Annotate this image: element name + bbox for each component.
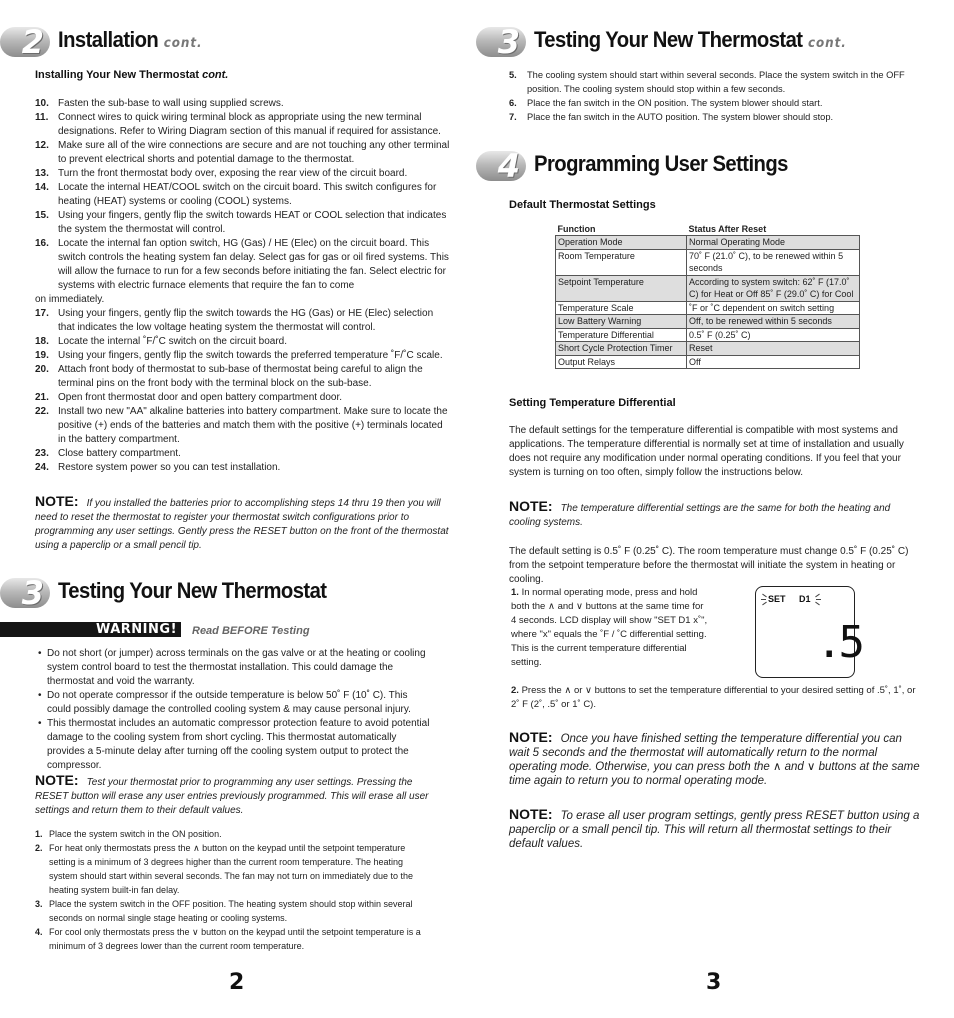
step-text: Restore system power so you can test installation. [58,462,281,473]
list-item [35,897,430,925]
step-text: Locate the internal HEAT/COOL switch on the circuit board. This switch configures for heating (HEAT) systems or cooling (COOL) systems. [58,182,437,207]
list-item [35,139,450,167]
section-number-badge: 3 [476,27,526,57]
list-item [509,68,934,96]
erase-note: NOTE: To erase all user program settings, gently press RESET button using a paperclip or a small pencil tip. This will return all thermostat settings to their default values. [509,806,920,850]
default-setting-paragraph: The default setting is 0.5˚ F (0.25˚ C). The room temperature must change 0.5˚ F (0.25˚ C) from the setpoint temperature before the thermostat will initiate the system in heating or cooling. [509,546,909,585]
step-text: Place the system switch in the OFF position. The heating system should stop within several seconds on normal single stage heating or cooling systems. [49,899,413,923]
step-text: Place the fan switch in the ON position. The system blower should start. [527,98,823,108]
list-item [35,405,450,447]
table-row [556,342,860,356]
section-number-badge: 4 [476,151,526,181]
step-number: 7. [509,112,517,122]
testing-heading [0,578,420,618]
table-cell: Low Battery Warning [556,315,687,329]
table-cell: Normal Operating Mode [687,236,860,250]
lcd-d1-label: D1 [799,594,811,604]
section-title: Testing Your New Thermostat cont. [534,27,847,52]
differential-note: NOTE: The temperature differential settings are the same for both the heating and cooling systems. [509,498,891,528]
section-title: Installation cont. [58,27,203,52]
step-text: Connect wires to quick wiring terminal block as appropriate using the new terminal designations. Refer to Wiring Diagram section of this manual if required for assistance. [58,112,441,137]
list-item [509,110,934,124]
table-cell: Short Cycle Protection Timer [556,342,687,356]
list-item [35,335,450,349]
step-text: Place the fan switch in the AUTO position. The system blower should stop. [527,112,834,122]
list-item [35,293,450,307]
step-number: 12. [35,140,49,151]
table-cell: Room Temperature [556,249,687,275]
table-cell: Temperature Scale [556,301,687,315]
table-cell: According to system switch: 62˚ F (17.0˚ C) for Heat or Off 85˚ F (29.0˚ C) for Cool [687,275,860,301]
list-item [509,96,934,110]
step-number: 11. [35,112,49,123]
differential-paragraph: The default settings for the temperature differential is compatible with most systems and applications. The temperature differential is normally set at time of installation and usually does not require any modification under normal operating conditions. If you feel that your system is turning on too often, simply follow the instructions below. [509,425,904,478]
list-item: • Do not operate compressor if the outside temperature is below 50˚ F (10˚ C). This could possibly damage the controlled cooling system & may cause personal injury. [35,689,430,717]
step-number: 6. [509,98,517,108]
step-number: 19. [35,350,49,361]
list-item [35,841,430,897]
list-item [35,827,430,841]
table-cell: Setpoint Temperature [556,275,687,301]
list-item [35,97,450,111]
lcd-value: .5 [816,617,861,668]
section-number-badge: 3 [0,578,50,608]
page-number-left: 2 [229,970,245,995]
table-cell: ˚F or ˚C dependent on switch setting [687,301,860,315]
list-item [35,349,450,363]
testing-cont-heading [476,27,946,67]
list-item [35,111,450,139]
section-number-badge: 2 [0,27,50,57]
table-cell: Off, to be renewed within 5 seconds [687,315,860,329]
test-cont-steps-list [509,68,934,124]
table-row [556,275,860,301]
step-text: Turn the front thermostat body over, exposing the rear view of the circuit board. [58,168,408,179]
differential-subheading: Setting Temperature Differential [509,397,676,409]
section-title: Testing Your New Thermostat [58,578,327,603]
step-text: Open front thermostat door and open battery compartment door. [58,392,343,403]
step-number: 22. [35,406,49,417]
list-item [35,925,430,953]
step-text: The cooling system should start within several seconds. Place the system switch in the OFF position. The cooling system should stop within a few seconds. [527,70,905,94]
section-title: Programming User Settings [534,151,788,176]
step-number: 18. [35,336,49,347]
table-cell: Operation Mode [556,236,687,250]
list-item [35,209,450,237]
list-item [35,307,450,335]
table-cell: Output Relays [556,355,687,369]
test-steps-list [35,827,430,953]
page-number-right: 3 [706,970,722,995]
step-number: 23. [35,448,49,459]
step-text: Install two new "AA" alkaline batteries into battery compartment. Make sure to locate the positive (+) ends of the batteries and match them with the positive (+) terminals located in the battery compartment. [58,406,448,445]
finish-note: NOTE: Once you have finished setting the temperature differential you can wait 5 seconds and the thermostat will automatically return to the normal operating mode. Otherwise, you can press both the ∧ and ∨ buttons at the same time again to return you to normal operating mode. [509,729,920,787]
step-number: 21. [35,392,49,403]
list-item [35,391,450,405]
step-text: For cool only thermostats press the ∨ button on the keypad until the setpoint temperature is a minimum of 3 degrees lower than the current room temperature. [49,927,421,951]
table-cell: Off [687,355,860,369]
step-text: For heat only thermostats press the ∧ button on the keypad until the setpoint temperature setting is a minimum of 3 degrees higher than the current room temperature. The heating system should start within several seconds. The fan may not turn on immediately due to the heating system built-in fan delay. [49,843,414,895]
step-text: Close battery compartment. [58,448,181,459]
installation-heading [0,27,300,67]
step-number: 5. [509,70,517,80]
list-item [35,461,450,475]
blink-icon [758,593,768,605]
table-row [556,315,860,329]
blink-icon [814,593,824,605]
lcd-display [755,586,861,678]
step-number: 10. [35,98,49,109]
table-row [556,328,860,342]
install-note: NOTE: If you installed the batteries prior to accomplishing steps 14 thru 19 then you will need to reset the thermostat to register your thermostat switch configurations prior to programming any user settings. Gently press the RESET button on the front of the thermostat using a paperclip or a small pencil tip. [35,493,449,551]
step-text: on immediately. [35,294,105,305]
table-header-status: Status After Reset [688,224,767,234]
step-number: 4. [35,927,43,937]
list-item: • This thermostat includes an automatic compressor protection feature to avoid potential damage to the cooling system from short cycling. This thermostat automatically provides a 5-minute delay after turning off the cooling system output to protect the compressor. [35,717,430,773]
step-text: Attach front body of thermostat to sub-base of thermostat being careful to align the terminal pins on the front body with the terminal block on the sub-base. [58,364,423,389]
step-text: Using your fingers, gently flip the switch towards HEAT or COOL selection that indicates the system the thermostat will control. [58,210,447,235]
step-number: 24. [35,462,49,473]
list-item [35,167,450,181]
step-text: Place the system switch in the ON position. [49,829,222,839]
list-item [35,447,450,461]
table-cell: Reset [687,342,860,356]
step-number: 15. [35,210,49,221]
step-text: Fasten the sub-base to wall using supplied screws. [58,98,284,109]
table-row [556,249,860,275]
step-text: Using your fingers, gently flip the switch towards the preferred temperature ˚F/˚C scale. [58,350,443,361]
table-row [556,355,860,369]
step-number: 17. [35,308,49,319]
step-text: Locate the internal fan option switch, HG (Gas) / HE (Elec) on the circuit board. This switch controls the heating system fan delay. Select gas for gas or oil fired systems. This will allow the furnace to run for a few seconds before initiating the fan. Select electric for systems with electric furnace elements that require the fan to come [58,238,449,291]
step-number: 14. [35,182,49,193]
table-header-row [556,223,860,236]
step-number: 13. [35,168,49,179]
step-number: 3. [35,899,43,909]
table-row [556,301,860,315]
default-settings-table [555,223,860,369]
defaults-subheading: Default Thermostat Settings [509,199,656,211]
programming-heading [476,151,946,191]
table-cell: 70˚ F (21.0˚ C), to be renewed within 5 seconds [687,249,860,275]
step-2: 2. Press the ∧ or ∨ buttons to set the temperature differential to your desired setting of .5˚, 1˚, or 2˚ F (2˚, .5˚ or 1˚ C). [511,685,916,710]
step-text: Using your fingers, gently flip the switch towards the HG (Gas) or HE (Elec) selection that indicates the low voltage heating system the thermostat will control. [58,308,434,333]
lcd-set-label: SET [768,594,786,604]
installing-subheading: Installing Your New Thermostat cont. [35,69,229,81]
step-text: Locate the internal ˚F/˚C switch on the circuit board. [58,336,287,347]
warning-subtitle: Read BEFORE Testing [192,625,310,637]
list-item [35,237,450,293]
step-number: 20. [35,364,49,375]
table-cell: 0.5˚ F (0.25˚ C) [687,328,860,342]
step-1: 1. In normal operating mode, press and hold both the ∧ and ∨ buttons at the same time for 4 seconds. LCD display will show "SET D1 x˚", where "x" equals the ˚F / ˚C differential setting. This is the current temperature differential setting. [511,587,708,668]
table-row [556,236,860,250]
test-note: NOTE: Test your thermostat prior to programming any user settings. Pressing the RESET button will erase any user entries previously programmed. This will erase all user settings and return them to their default values. [35,772,429,816]
table-header-function: Function [557,224,596,234]
step-number: 16. [35,238,49,249]
step-number: 2. [35,843,43,853]
step-number: 1. [35,829,43,839]
list-item [35,363,450,391]
list-item [35,181,450,209]
table-cell: Temperature Differential [556,328,687,342]
warning-bullets [35,647,430,773]
step-text: Make sure all of the wire connections are secure and are not touching any other terminal to prevent electrical shorts and potential damage to the thermostat. [58,140,450,165]
install-steps-list [35,97,450,475]
list-item: • Do not short (or jumper) across terminals on the gas valve or at the heating or cooling system control board to test the thermostat installation. This could damage the thermostat and void the warranty. [35,647,430,689]
warning-banner: WARNING! [0,622,181,637]
